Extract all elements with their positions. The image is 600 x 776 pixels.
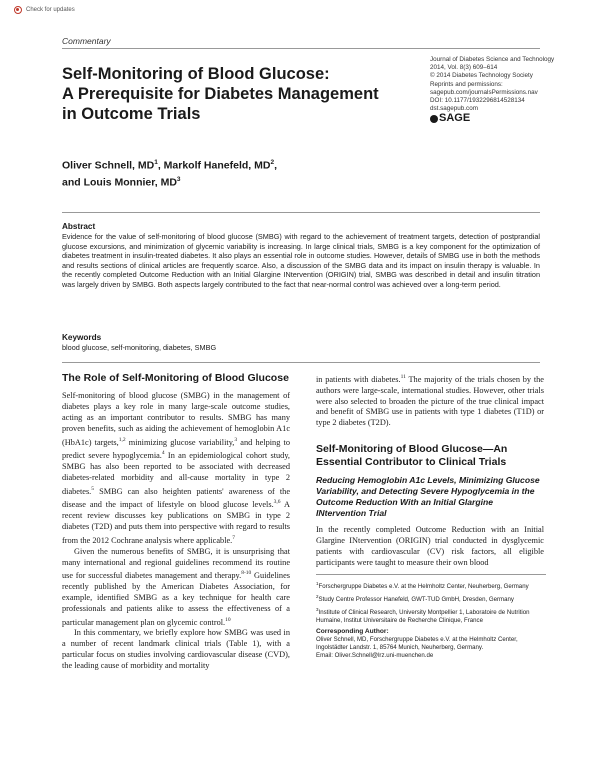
journal-copyright: © 2014 Diabetes Technology Society [430, 72, 533, 80]
paragraph [62, 628, 290, 672]
abstract-heading: Abstract [62, 222, 96, 231]
sage-logo-icon [430, 115, 438, 123]
text-run: minimizing glucose variability, [125, 437, 235, 447]
paragraph: In the recently completed Outcome Reduction with an Initial Glargine INtervention (ORIGIN) trial conducted in dysglycemic patients with cardiovascular (CV) risk factors, all eligible participants were taught to measure their own blood [316, 525, 544, 568]
author-2-affiliation: 2 [270, 159, 275, 166]
permissions-link[interactable]: sagepub.com/journalsPermissions.nav [430, 88, 538, 96]
left-column [62, 372, 290, 672]
author-1-affiliation: 1 [154, 159, 158, 166]
text-run: in patients with diabetes. [316, 374, 401, 384]
corresponding-author-email[interactable]: Email: Oliver.Schnell@lrz.uni-muenchen.de [316, 652, 434, 660]
text-run: Guidelines recently published by the American Diabetes Association, for example, identified SMBG as a key technique for health care professionals and patients alike to assess the effectiveness of a particular management plan on glycemic control. [62, 571, 290, 627]
title-line-3: in Outcome Trials [62, 105, 201, 123]
paragraph [316, 372, 544, 429]
citation[interactable]: 8-10 [241, 570, 252, 577]
section-heading-essential-contributor: Self-Monitoring of Blood Glucose—An Essential Contributor to Clinical Trials [316, 443, 508, 469]
corresponding-author-address: Oliver Schnell, MD, Forschergruppe Diabetes e.V. at the Helmholtz Center, Ingolstädter Landstr. 1, 85764 Munich, Neuherberg, Germany. [316, 636, 518, 652]
check-for-updates-label: Check for updates [26, 7, 75, 13]
citation[interactable]: 5 [91, 485, 95, 492]
check-for-updates-badge[interactable] [14, 6, 75, 14]
article-title [62, 64, 392, 124]
footnote-marker: 2 [316, 594, 319, 600]
footnote-text: Study Centre Professor Hanefeld, GWT-TUD GmbH, Dresden, Germany [318, 596, 514, 604]
title-line-2: A Prerequisite for Diabetes Management [62, 85, 379, 103]
right-column [316, 372, 544, 569]
abstract-text: Evidence for the value of self-monitoring of blood glucose (SMBG) with regard to the achievement of treatment targets, detection of postprandial glucose excursions, and minimization of glycemic variability is increasing. In large clinical trials, SMBG is a key component for the optimization of diabetes treatment in insulin-treated diabetes. It also plays an essential role in outcome studies. However, details of SMBG use in both the methods and results sections of clinical articles are frequently scarce. Also, a discussion of the SMBG data and its impact on insulin therapy is valuable. In the recently completed Outcome Reduction with an Initial Glargine INtervention (ORIGIN) trial, SMBG was described in detail and insulin titration was largely driven by SMBG. Both aspects largely contributed to the fact that near-normal control was achieved over a long-term period. [62, 232, 540, 289]
paragraph [62, 391, 290, 547]
author-2: Markolf Hanefeld, MD [163, 159, 271, 172]
reprints-label: Reprints and permissions: [430, 80, 503, 88]
text-run: The majority of the trials chosen by the authors were large-scale, international studies. However, other trials were also selected to broaden the picture of the true clinical impact and benefit of SMBG use in patients with type 1 diabetes (T1D) or type 2 diabetes (T2D). [316, 374, 544, 428]
title-line-1: Self-Monitoring of Blood Glucose: [62, 65, 330, 83]
publisher-logo [430, 112, 560, 125]
body-top-rule [62, 362, 540, 363]
text-run: A recent review discusses key publications on SMBG in type 2 diabetes (T2D) and puts them into perspective with regard to results from the 2012 Cochrane analysis where applicable. [62, 500, 290, 545]
affiliation-3 [316, 606, 546, 625]
abstract-block [62, 222, 540, 290]
citation[interactable]: 4 [161, 450, 165, 457]
publisher-name: SAGE [439, 112, 471, 125]
header-rule [62, 48, 540, 49]
author-separator: , [157, 159, 164, 172]
citation[interactable]: 1,2 [118, 436, 126, 443]
subsection-heading-origin: Reducing Hemoglobin A1c Levels, Minimizing Glucose Variability, and Detecting Severe Hypoglycemia in the Outcome Reduction With an Initial Glargine INtervention Trial [316, 475, 540, 519]
citation[interactable]: 7 [232, 534, 236, 541]
journal-info [430, 56, 560, 123]
citation[interactable]: 11 [400, 374, 406, 380]
journal-url[interactable]: dst.sagepub.com [430, 105, 478, 113]
journal-name: Journal of Diabetes Science and Technology [430, 56, 555, 63]
keywords-heading: Keywords [62, 333, 102, 342]
text-run: and helping to predict severe hypoglycemia. [62, 437, 290, 461]
citation[interactable]: 10 [225, 616, 231, 623]
footnote-text: Institute of Clinical Research, University Montpellier 1, Laboratoire de Nutrition Humaine, Institut Universitaire de Recherche Clinique, France [316, 609, 530, 625]
footnotes [316, 574, 546, 660]
keywords-block [62, 333, 216, 353]
text-run: In an epidemiological cohort study, SMBG has also been reported to be associated with decreased diabetes-related morbidity and all-cause mortality in type 2 diabetes. [62, 451, 290, 496]
check-for-updates-icon [14, 6, 22, 14]
journal-volume: 2014, Vol. 8(3) 609–614 [430, 64, 498, 72]
section-heading-role-of-smbg: The Role of Self-Monitoring of Blood Glucose [62, 372, 289, 384]
article-type-label: Commentary [62, 36, 111, 46]
footnote-marker: 1 [316, 581, 319, 586]
citation[interactable]: 3 [234, 436, 238, 443]
author-3-affiliation: 3 [176, 175, 181, 183]
abstract-top-rule [62, 212, 540, 213]
doi-text: DOI: 10.1177/1932296814528134 [430, 97, 525, 105]
footnote-marker: 3 [316, 607, 319, 613]
keywords-text: blood glucose, self-monitoring, diabetes, SMBG [62, 343, 217, 352]
corresponding-author-heading: Corresponding Author: [316, 628, 389, 636]
author-list: Oliver Schnell, $MD^1$, Markolf Hanefeld, $MD^2$, and Louis Monnier, $MD^3$ [62, 159, 277, 188]
text-run: In this commentary, we briefly explore how SMBG was used in a number of recent landmark clinical trials (Table 1), with a particular focus on studies involving cardiovascular disease (CVD), the leading cause of morbidity and mortality [62, 628, 290, 671]
text-run: SMBG can also heighten patients' awareness of the disease and the impact of lifestyle on blood glucose levels. [62, 486, 290, 510]
paragraph [62, 547, 290, 629]
citation[interactable]: 3,6 [273, 499, 281, 506]
author-1: Oliver Schnell, MD [62, 159, 155, 172]
text-run: Self-monitoring of blood glucose (SMBG) in the management of diabetes plays a key role in many large-scale outcome studies, acting as an important contributor to results. SMBG has many proven benefits, such as aiding the achievement of hemoglobin A1c (HbA1c) targets, [62, 391, 290, 447]
text-run: Given the numerous benefits of SMBG, it is unsurprising that many international and regional guidelines recommend its routine use for successful diabetes management and therapy. [62, 546, 290, 581]
footnote-text: Forschergruppe Diabetes e.V. at the Helmholtz Center, Neuherberg, Germany [318, 583, 529, 591]
affiliation-2 [316, 593, 546, 604]
author-3: and Louis Monnier, MD [62, 176, 177, 188]
affiliation-1 [316, 580, 546, 591]
